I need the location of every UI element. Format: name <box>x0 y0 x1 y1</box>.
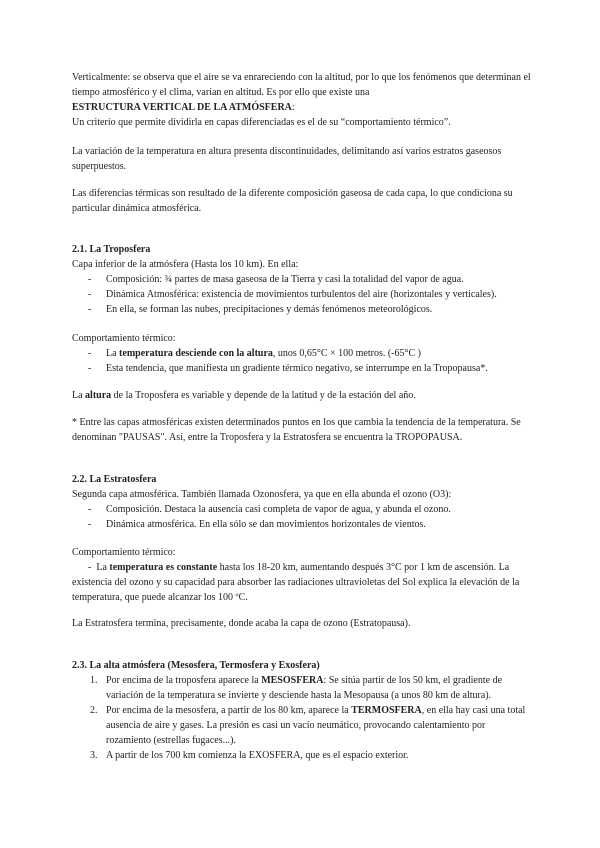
nota-text: * Entre las capas atmosféricas existen determinados puntos en los que cambia la tendencia de la temperatura. Se denominan "PAUSAS". Así, entre la Troposfera y la Estratosfera se encuentra la TROPOPAUSA. <box>72 417 521 443</box>
comp-text: La <box>106 348 120 359</box>
number-marker: 1. <box>90 675 98 686</box>
dash-marker: - <box>88 363 92 374</box>
item-bold: TERMOSFERA <box>351 705 422 716</box>
estratosfera-intro: Segunda capa atmosférica. También llamada Ozonosfera, ya que en ella abunda el ozono (O3): <box>72 489 452 500</box>
alta-atmosfera-section <box>72 658 532 763</box>
list-item <box>72 673 532 703</box>
list-item <box>72 748 532 763</box>
comp-bold-text: temperatura es constante <box>109 562 218 573</box>
item-text: , en ella hay casi una total ausencia de aire y gases. La presión es casi un vacío neumático, provocando calentamiento por rozamiento (estrellas fugaces...). <box>106 705 526 746</box>
troposfera-section <box>72 242 532 317</box>
intro-paragraph <box>72 70 532 130</box>
number-marker: 2. <box>90 705 98 716</box>
item-text: Por encima de la troposfera aparece la <box>106 675 262 686</box>
bullet-text: Dinámica atmosférica. En ella sólo se dan movimientos horizontales de vientos. <box>106 519 426 530</box>
altura-text: La <box>72 390 86 401</box>
paragraph-discontinuidades <box>72 144 532 174</box>
dash-marker: - <box>88 519 92 530</box>
list-item <box>72 287 532 302</box>
list-item <box>72 517 532 532</box>
estratosfera-section <box>72 472 532 532</box>
diferencias-text: Las diferencias térmicas son resultado de la diferente composición gaseosa de cada capa, lo que condiciona su particular dinámica atmosférica. <box>72 188 513 214</box>
criterio-text: Un criterio que permite dividirla en capas diferenciadas es el de su “comportamiento térmico”. <box>72 117 451 128</box>
comportamiento-label: Comportamiento térmico: <box>72 547 176 558</box>
comp-text: , unos 0,65°C × 100 metros. (-65°C ) <box>272 348 421 359</box>
troposfera-title: 2.1. La Troposfera <box>72 244 151 255</box>
dash-marker: - <box>88 274 92 285</box>
item-text: : Se sitúa partir de los 50 km, el gradiente de variación de la temperatura se invierte y desciende hasta la Mesopausa (a unos 80 km de altura). <box>106 675 503 701</box>
list-item <box>72 302 532 317</box>
bullet-text: En ella, se forman las nubes, precipitaciones y demás fenómenos meteorológicos. <box>106 304 433 315</box>
troposfera-comportamiento <box>72 331 532 376</box>
troposfera-altura <box>72 388 532 403</box>
list-item <box>72 361 532 376</box>
comp-text: Esta tendencia, que manifiesta un gradiente térmico negativo, se interrumpe en la Tropopausa*. <box>106 363 488 374</box>
estratosfera-comportamiento <box>72 545 532 605</box>
fin-text: La Estratosfera termina, precisamente, donde acaba la capa de ozono (Estratopausa). <box>72 618 411 629</box>
bullet-text: Composición. Destaca la ausencia casi completa de vapor de agua, y abunda el ozono. <box>106 504 451 515</box>
number-marker: 3. <box>90 750 98 761</box>
estratosfera-title: 2.2. La Estratosfera <box>72 474 157 485</box>
troposfera-nota <box>72 415 532 445</box>
discontinuidades-text: La variación de la temperatura en altura presenta discontinuidades, delimitando así varios estratos gaseosos superpuestos. <box>72 146 502 172</box>
item-text: Por encima de la mesosfera, a partir de los 80 km, aparece la <box>106 705 352 716</box>
dash-marker: - <box>88 504 92 515</box>
intro-text: Verticalmente: se observa que el aire se va enrareciendo con la altitud, por lo que los fenómenos que determinan el tiempo atmosférico y el clima, varían en altitud. Es por ello que existe una <box>72 72 531 98</box>
intro-section <box>72 70 532 130</box>
dash-marker: - <box>88 348 92 359</box>
comp-paragraph <box>72 560 532 605</box>
list-item <box>72 272 532 287</box>
paragraph-diferencias <box>72 186 532 216</box>
comp-text: La <box>96 562 110 573</box>
dash-marker: - <box>88 289 92 300</box>
section-heading: ESTRUCTURA VERTICAL DE LA ATMÓSFERA <box>72 102 292 113</box>
altura-paragraph <box>72 388 532 403</box>
alta-title: 2.3. La alta atmósfera (Mesosfera, Termosfera y Exosfera) <box>72 660 320 671</box>
comp-text: hasta los 18-20 km, aumentando después 3°C por 1 km de ascensión. La existencia del ozono y su capacidad para absorber las radiaciones ultravioletas del Sol explica la elevación de la temperatura, que puede alcanzar los 100 ºC. <box>72 562 520 603</box>
item-bold: MESOSFERA <box>261 675 324 686</box>
list-item <box>72 703 532 748</box>
item-text: A partir de los 700 km comienza la EXOSFERA, que es el espacio exterior. <box>106 750 409 761</box>
dash-marker: - <box>88 304 92 315</box>
altura-bold: altura <box>85 390 112 401</box>
comp-bold-text: temperatura desciende con la altura <box>119 348 273 359</box>
heading-colon: : <box>291 102 295 113</box>
dash-marker: - <box>88 562 92 573</box>
troposfera-intro: Capa inferior de la atmósfera (Hasta los 10 km). En ella: <box>72 259 299 270</box>
bullet-text: Dinámica Atmosférica: existencia de movimientos turbulentos del aire (horizontales y verticales). <box>106 289 497 300</box>
comportamiento-label: Comportamiento térmico: <box>72 333 176 344</box>
estratosfera-fin <box>72 616 532 631</box>
list-item <box>72 346 532 361</box>
altura-text: de la Troposfera es variable y depende de la latitud y de la estación del año. <box>111 390 416 401</box>
bullet-text: Composición: ¾ partes de masa gaseosa de la Tierra y casi la totalidad del vapor de agua. <box>106 274 464 285</box>
list-item <box>72 502 532 517</box>
